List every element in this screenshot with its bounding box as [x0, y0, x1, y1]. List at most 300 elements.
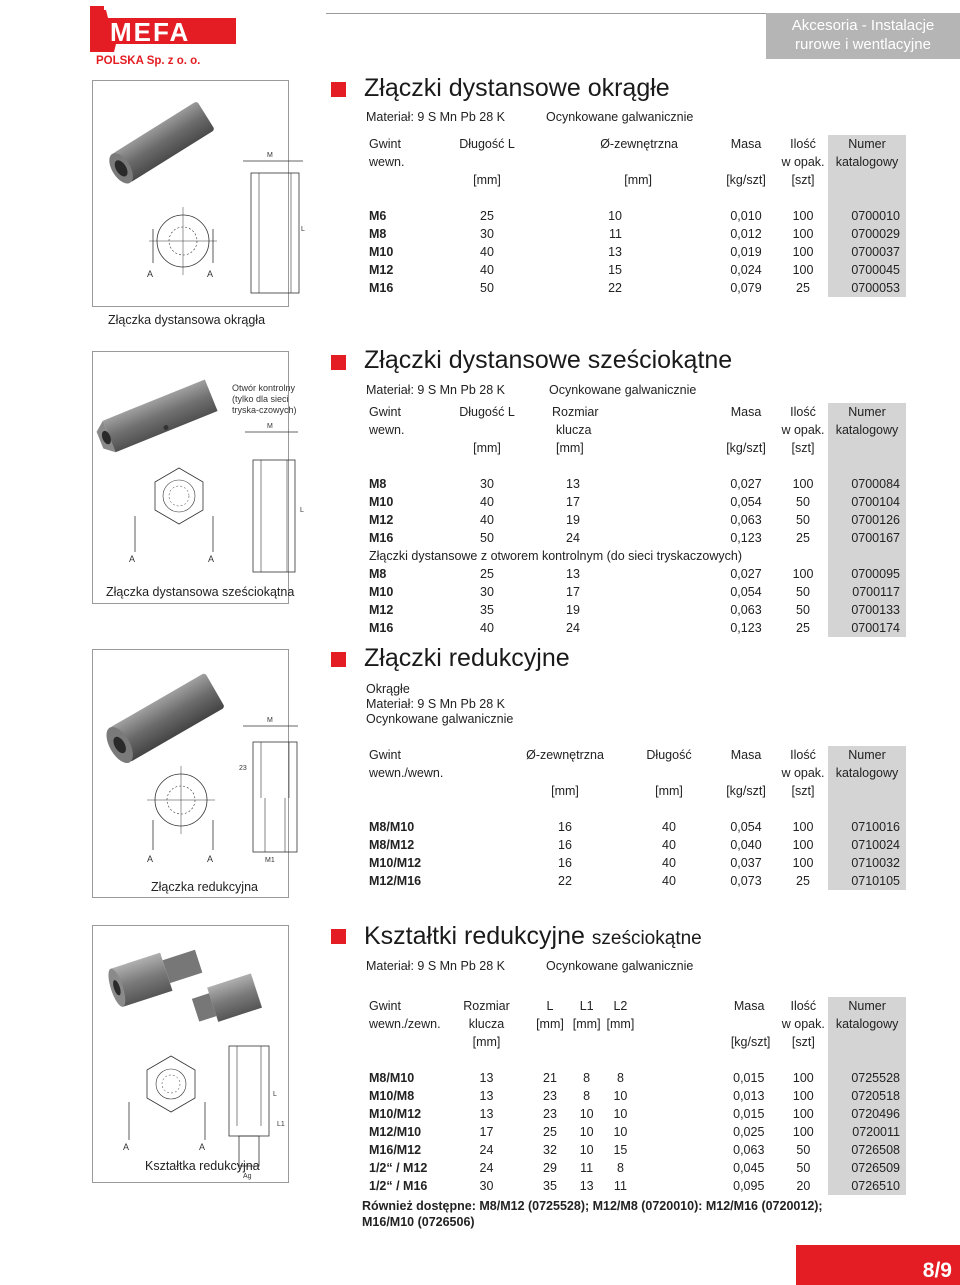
table-cell: 100 [792, 838, 814, 852]
table-cell: 50 [796, 1161, 811, 1175]
table-row [366, 1069, 906, 1087]
table-cell: 22 [608, 281, 622, 295]
table-cell: 16 [558, 856, 572, 870]
table-cell: 13 [566, 477, 580, 491]
header-cell: Numer [828, 746, 906, 764]
catalog-number-cell: 0700045 [828, 261, 906, 279]
table-row [366, 243, 906, 261]
unit-cell: [mm] [556, 441, 584, 455]
table-row [366, 583, 906, 601]
hex-spacer-caption: Złączka dystansowa sześciokątna [106, 585, 295, 599]
catalog-number-cell: 0726509 [828, 1159, 906, 1177]
section-4-title-suffix: sześciokątne [591, 928, 702, 949]
unit-cell: [mm] [472, 1035, 501, 1049]
table-cell: M8 [369, 227, 387, 241]
catalog-number-cell: 0700084 [828, 475, 906, 493]
table-row [366, 1105, 906, 1123]
table-cell: 40 [480, 621, 494, 635]
header-cell: w opak. [781, 155, 825, 169]
table-cell: 0,095 [733, 1179, 765, 1193]
header-cell: L1 [579, 999, 594, 1013]
table-cell: 0,015 [733, 1107, 765, 1121]
unit-cell: [szt] [791, 784, 815, 798]
table-cell: 0,054 [730, 585, 762, 599]
catalog-number-cell: 0726510 [828, 1177, 906, 1195]
catalog-number-cell: 0710032 [828, 854, 906, 872]
section-4-title-main: Kształtki redukcyjne [364, 922, 585, 950]
table-cell: 0,037 [730, 856, 762, 870]
table-cell: 100 [792, 820, 814, 834]
table-header-row [366, 421, 906, 439]
header-cell: wewn. [369, 155, 405, 169]
table-cell: 100 [792, 856, 814, 870]
svg-text:A: A [123, 1142, 130, 1152]
table-cell: 10 [613, 1107, 628, 1121]
header-cell: Numer [828, 997, 906, 1015]
table-cell: M16/M12 [369, 1143, 422, 1157]
header-cell: wewn./zewn. [369, 1017, 441, 1031]
table-cell: 25 [796, 531, 810, 545]
page-number: 8/9 [922, 1259, 952, 1282]
table-cell: 13 [479, 1089, 494, 1103]
section-marker-icon [331, 355, 346, 370]
table-cell: M12 [369, 603, 394, 617]
table-cell: 8 [583, 1089, 591, 1103]
table-cell: M8 [369, 477, 387, 491]
unit-cell: [szt] [791, 441, 815, 455]
section-2-rows-control-hole [366, 565, 906, 637]
table-cell: 100 [792, 567, 814, 581]
table-row [366, 1159, 906, 1177]
table-cell: 21 [543, 1071, 557, 1085]
header-cell: Numer [828, 135, 906, 153]
table-cell: 0,040 [730, 838, 762, 852]
category-label [766, 13, 960, 59]
header-cell: Ilość [790, 748, 816, 762]
table-cell: 0,027 [730, 567, 762, 581]
table-cell: 40 [662, 820, 676, 834]
svg-text:M: M [267, 152, 273, 159]
table-cell: 20 [796, 1179, 811, 1193]
table-cell: 0,054 [730, 820, 762, 834]
table-cell: 35 [480, 603, 494, 617]
table-units-row [366, 782, 906, 800]
table-cell: 17 [566, 495, 580, 509]
section-4-finish: Ocynkowane galwanicznie [546, 959, 694, 973]
section-3-shape: Okrągłe [366, 682, 410, 696]
table-cell: M16 [369, 621, 394, 635]
table-cell: 13 [479, 1107, 494, 1121]
table-cell: 32 [543, 1143, 557, 1157]
table-header-row [366, 764, 906, 782]
logo-text: MEFA [110, 17, 191, 47]
table-cell: 50 [796, 1143, 811, 1157]
table-cell: 0,019 [730, 245, 762, 259]
table-cell: 100 [792, 227, 814, 241]
table-cell: 30 [480, 227, 494, 241]
svg-text:A: A [147, 854, 154, 864]
catalog-number-cell: 0700095 [828, 565, 906, 583]
table-cell: 8 [616, 1161, 624, 1175]
catalog-number-cell: 0700037 [828, 243, 906, 261]
table-cell: 24 [479, 1143, 494, 1157]
catalog-number-cell: 0700126 [828, 511, 906, 529]
header-cell: Ilość [790, 137, 816, 151]
table-cell: 24 [566, 531, 580, 545]
unit-cell: [kg/szt] [730, 1035, 771, 1049]
header-cell: wewn./wewn. [369, 766, 444, 780]
section-3-finish: Ocynkowane galwanicznie [366, 712, 514, 726]
header-cell: Rozmiar [552, 405, 599, 419]
table-row [366, 475, 906, 493]
section-4-table [366, 997, 906, 1195]
table-cell: 25 [796, 281, 810, 295]
catalog-number-cell: 0700133 [828, 601, 906, 619]
table-cell: 13 [479, 1071, 494, 1085]
svg-text:M: M [267, 717, 273, 724]
table-row [366, 261, 906, 279]
table-cell: 10 [613, 1125, 628, 1139]
table-cell: 22 [558, 874, 572, 888]
svg-text:A: A [207, 269, 214, 279]
table-cell: 10 [579, 1107, 594, 1121]
category-line-2: rurowe i wentlacyjne [795, 36, 931, 53]
table-cell: 0,063 [730, 513, 762, 527]
table-cell: 19 [566, 603, 580, 617]
svg-text:L: L [301, 226, 305, 233]
table-cell: 100 [792, 1125, 814, 1139]
header-cell: Ø-zewnętrzna [600, 137, 678, 151]
header-cell: Gwint [369, 999, 401, 1013]
unit-cell: [mm] [473, 441, 501, 455]
table-cell: 24 [566, 621, 580, 635]
fitting-figure [92, 925, 289, 1183]
table-cell: 10 [608, 209, 622, 223]
header-cell: Rozmiar [463, 999, 510, 1013]
table-cell: 0,063 [730, 603, 762, 617]
header-cell: [mm] [572, 1017, 601, 1031]
table-cell: 50 [796, 495, 810, 509]
catalog-number-cell: 0710105 [828, 872, 906, 890]
header-cell: Numer [828, 403, 906, 421]
table-cell: 13 [566, 567, 580, 581]
logo-graphic [88, 4, 240, 66]
catalog-number-cell: 0700053 [828, 279, 906, 297]
table-cell: 0,025 [733, 1125, 765, 1139]
section-2-subheading: Złączki dystansowe z otworem kontrolnym (do sieci tryskaczowych) [369, 549, 743, 563]
catalog-number-cell: 0700104 [828, 493, 906, 511]
table-cell: 100 [792, 209, 814, 223]
catalog-number-cell: 0720496 [828, 1105, 906, 1123]
table-row [366, 1141, 906, 1159]
section-2-table [366, 403, 906, 637]
svg-text:M1: M1 [265, 857, 275, 864]
table-cell: 50 [796, 513, 810, 527]
table-cell: 25 [796, 874, 810, 888]
also-available-note: Również dostępne: M8/M12 (0725528); M12/M8 (0720010): M12/M16 (0720012); M16/M10 (0726506) [362, 1199, 823, 1229]
header-cell: w opak. [781, 766, 825, 780]
table-cell: M8/M10 [369, 1071, 415, 1085]
table-cell: 15 [608, 263, 622, 277]
section-3-table [366, 746, 906, 890]
category-line-1: Akcesoria - Instalacje [791, 17, 935, 34]
svg-text:M: M [267, 423, 273, 430]
svg-text:A: A [208, 554, 215, 564]
catalog-number-cell: 0710024 [828, 836, 906, 854]
control-hole-note: Otwór kontrolny (tylko dla sieci tryska-czowych) [232, 383, 297, 415]
table-row [366, 1087, 906, 1105]
catalog-number-cell: 0700167 [828, 529, 906, 547]
header-cell: [mm] [536, 1017, 564, 1031]
section-marker-icon [331, 82, 346, 97]
table-row [366, 854, 906, 872]
table-cell: 25 [480, 567, 494, 581]
reducer-caption: Złączka redukcyjna [151, 880, 258, 894]
table-cell: 1/2“ / M16 [369, 1179, 428, 1193]
table-cell: 100 [792, 477, 814, 491]
table-header-row [366, 1015, 906, 1033]
table-cell: M12 [369, 513, 394, 527]
table-cell: M10/M12 [369, 856, 422, 870]
header-cell: klucza [556, 423, 592, 437]
header-cell: w opak. [781, 423, 825, 437]
table-row [366, 872, 906, 890]
table-cell: 11 [580, 1161, 594, 1175]
table-cell: 8 [616, 1071, 624, 1085]
table-cell: 23 [543, 1107, 557, 1121]
table-cell: M12 [369, 263, 394, 277]
catalog-number-cell: 0700174 [828, 619, 906, 637]
table-cell: M10 [369, 245, 394, 259]
table-cell: 0,054 [730, 495, 762, 509]
catalog-number-cell: 0710016 [828, 818, 906, 836]
catalog-number-cell: 0725528 [828, 1069, 906, 1087]
table-row [366, 207, 906, 225]
section-4-title [364, 922, 702, 951]
table-cell: 0,123 [730, 621, 762, 635]
table-cell: 40 [662, 838, 676, 852]
catalog-number-cell: 0700117 [828, 583, 906, 601]
reducer-drawing [93, 650, 290, 899]
subheading-row [366, 547, 906, 565]
catalog-number-cell: 0720011 [828, 1123, 906, 1141]
table-cell: 25 [543, 1125, 557, 1139]
header-cell: katalogowy [828, 1015, 906, 1033]
unit-cell: [kg/szt] [726, 784, 766, 798]
table-row [366, 529, 906, 547]
table-cell: 0,027 [730, 477, 762, 491]
table-cell: 40 [662, 856, 676, 870]
table-cell: 35 [543, 1179, 557, 1193]
table-cell: 40 [480, 263, 494, 277]
table-cell: 25 [796, 621, 810, 635]
table-cell: 11 [613, 1179, 627, 1193]
catalog-number-cell: 0726508 [828, 1141, 906, 1159]
svg-text:23: 23 [239, 765, 247, 772]
header-cell: [mm] [606, 1017, 635, 1031]
header-cell: Długość L [459, 137, 515, 151]
header-cell: Masa [733, 999, 765, 1013]
section-1-finish: Ocynkowane galwanicznie [546, 110, 694, 124]
header-cell: klucza [468, 1017, 505, 1031]
round-spacer-caption: Złączka dystansowa okrągła [108, 313, 266, 327]
table-cell: 100 [792, 1089, 814, 1103]
header-cell: Długość [646, 748, 692, 762]
table-cell: 1/2“ / M12 [369, 1161, 428, 1175]
table-cell: M8/M10 [369, 820, 415, 834]
table-cell: 11 [609, 227, 622, 241]
table-cell: 100 [792, 1071, 814, 1085]
svg-text:Ag: Ag [243, 1173, 252, 1180]
header-cell: Ø-zewnętrzna [526, 748, 604, 762]
table-cell: 50 [796, 603, 810, 617]
table-units-row [366, 171, 906, 189]
header-cell: Gwint [369, 748, 401, 762]
table-cell: 17 [479, 1125, 494, 1139]
catalog-number-cell: 0720518 [828, 1087, 906, 1105]
table-cell: 10 [613, 1089, 628, 1103]
table-cell: 50 [480, 531, 494, 545]
svg-text:L: L [300, 507, 304, 514]
svg-text:A: A [207, 854, 214, 864]
table-cell: M16 [369, 281, 394, 295]
unit-cell: [kg/szt] [726, 441, 766, 455]
unit-cell: [szt] [791, 1035, 815, 1049]
header-cell: wewn. [369, 423, 405, 437]
round-spacer-figure [92, 80, 305, 307]
table-cell: M16 [369, 531, 394, 545]
table-row [366, 1123, 906, 1141]
table-row [366, 493, 906, 511]
unit-cell: [mm] [624, 173, 652, 187]
fitting-caption: Kształtka redukcyjna [145, 1159, 260, 1173]
page-number-box [796, 1245, 960, 1285]
section-marker-icon [331, 929, 346, 944]
table-cell: 24 [479, 1161, 494, 1175]
header-cell: katalogowy [828, 153, 906, 171]
table-cell: M12/M10 [369, 1125, 422, 1139]
table-cell: 30 [479, 1179, 494, 1193]
table-cell: 23 [543, 1089, 557, 1103]
header-cell: L [546, 999, 554, 1013]
header-cell: Ilość [790, 999, 817, 1013]
svg-text:A: A [129, 554, 136, 564]
header-cell: katalogowy [828, 764, 906, 782]
table-cell: 0,079 [730, 281, 762, 295]
header-cell: katalogowy [828, 421, 906, 439]
unit-cell: [mm] [473, 173, 501, 187]
table-cell: 40 [662, 874, 676, 888]
table-cell: 100 [792, 1107, 814, 1121]
table-cell: 50 [480, 281, 494, 295]
table-cell: 30 [480, 585, 494, 599]
table-cell: M8/M12 [369, 838, 415, 852]
svg-text:L1: L1 [277, 1121, 285, 1128]
table-cell: 50 [796, 585, 810, 599]
table-cell: 0,045 [733, 1161, 765, 1175]
section-2-finish: Ocynkowane galwanicznie [549, 383, 697, 397]
table-row [366, 619, 906, 637]
header-cell: Masa [730, 748, 762, 762]
header-cell: L2 [613, 999, 628, 1013]
table-cell: 10 [579, 1143, 594, 1157]
unit-cell: [mm] [551, 784, 579, 798]
table-cell: 0,024 [730, 263, 762, 277]
table-cell: 40 [480, 513, 494, 527]
table-header-row [366, 135, 906, 153]
section-marker-icon [331, 652, 346, 667]
header-cell: Gwint [369, 405, 401, 419]
unit-cell: [mm] [655, 784, 683, 798]
table-cell: 100 [792, 245, 814, 259]
svg-text:L: L [273, 1091, 277, 1098]
header-cell: Masa [730, 137, 762, 151]
table-units-row [366, 1033, 906, 1051]
round-spacer-drawing [93, 81, 305, 308]
table-cell: 16 [558, 820, 572, 834]
table-row [366, 225, 906, 243]
table-cell: 25 [480, 209, 494, 223]
section-3-material: Materiał: 9 S Mn Pb 28 K [366, 697, 505, 711]
table-row [366, 565, 906, 583]
table-row [366, 818, 906, 836]
table-cell: 13 [579, 1179, 594, 1193]
table-cell: M10 [369, 495, 394, 509]
table-cell: 0,013 [733, 1089, 765, 1103]
table-header-row [366, 153, 906, 171]
table-row [366, 1177, 906, 1195]
table-cell: 0,015 [733, 1071, 765, 1085]
header-cell: Gwint [369, 137, 401, 151]
table-cell: 0,012 [730, 227, 762, 241]
table-cell: 8 [583, 1071, 591, 1085]
table-cell: 40 [480, 245, 494, 259]
table-cell: 15 [613, 1143, 628, 1157]
table-cell: 16 [558, 838, 572, 852]
table-cell: M10/M8 [369, 1089, 415, 1103]
table-cell: 30 [480, 477, 494, 491]
section-4-rows [366, 1069, 906, 1195]
table-cell: M12/M16 [369, 874, 422, 888]
section-2-title: Złączki dystansowe sześciokątne [364, 346, 733, 374]
svg-text:A: A [147, 269, 154, 279]
fitting-drawing [93, 926, 290, 1184]
table-cell: M6 [369, 209, 387, 223]
table-units-row [366, 439, 906, 457]
table-cell: 13 [608, 245, 622, 259]
section-2-rows [366, 475, 906, 547]
section-3-rows [366, 818, 906, 890]
header-cell: Masa [730, 405, 762, 419]
table-header-row [366, 403, 906, 421]
table-row [366, 836, 906, 854]
table-cell: 0,073 [730, 874, 762, 888]
unit-cell: [szt] [791, 173, 815, 187]
section-1-rows [366, 207, 906, 297]
table-cell: 10 [579, 1125, 594, 1139]
table-cell: M8 [369, 567, 387, 581]
table-row [366, 601, 906, 619]
logo-subtext: POLSKA Sp. z o. o. [96, 55, 201, 67]
header-cell: Długość L [459, 405, 515, 419]
table-cell: 0,123 [730, 531, 762, 545]
section-1-title: Złączki dystansowe okrągłe [364, 74, 670, 102]
table-cell: 0,063 [733, 1143, 765, 1157]
catalog-number-cell: 0700010 [828, 207, 906, 225]
table-cell: M10 [369, 585, 394, 599]
section-3-title: Złączki redukcyjne [364, 644, 570, 672]
table-header-row [366, 746, 906, 764]
